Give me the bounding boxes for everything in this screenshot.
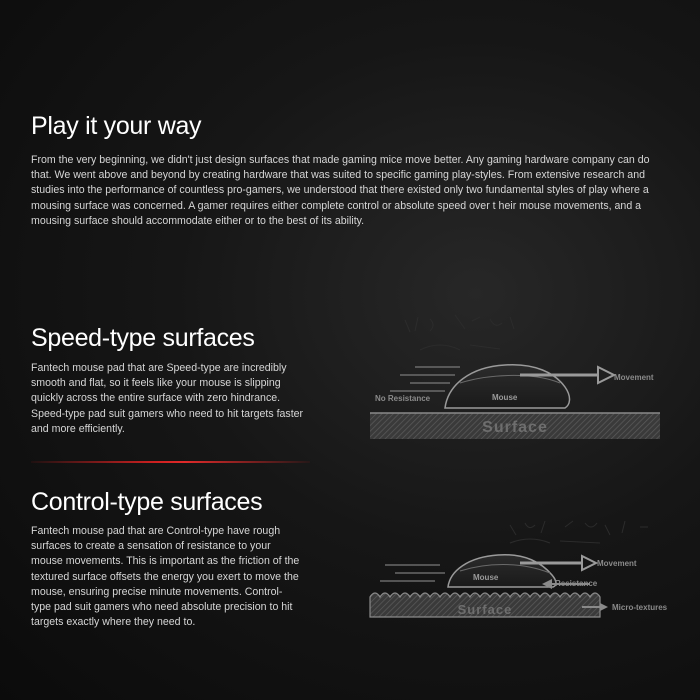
section-divider <box>31 461 310 463</box>
movement-label: Movement <box>597 559 637 568</box>
speed-section-title: Speed-type surfaces <box>31 324 255 352</box>
surface-label: Surface <box>482 419 548 436</box>
speed-surface-diagram <box>360 305 670 445</box>
mouse-label: Mouse <box>473 573 499 582</box>
control-section-body: Fantech mouse pad that are Control-type have rough surfaces to create a sensation of resistance to your mouse movements. This is important as the friction of the textured surface offsets the energy you exert to move the mouse, ensuring precise minute movements. Control-type pad suit gamers who need absolute precision to hit targets exactly where they need to. <box>31 525 300 629</box>
micro-textures-label: Micro-textures <box>612 603 668 612</box>
background-scribbles <box>405 315 514 350</box>
play-section-body: From the very beginning, we didn't just design surfaces that made gaming mice move better. Any gaming hardware company can do that. We went above and beyond by creating hardware that was suited to specific gaming play-styles. From extensive research and studies into the performance of countless pro-gamers, we understood that there existed only two fundamental styles of play where a mousing surface was concerned. A gamer requires either complete control or absolute speed over t heir mouse movements, and a mousing surface should accommodate either or to the best of its ability. <box>31 154 650 227</box>
control-section-title: Control-type surfaces <box>31 488 263 516</box>
speed-lines <box>390 367 460 391</box>
play-section-title: Play it your way <box>31 112 202 140</box>
no-resistance-label: No Resistance <box>375 394 431 403</box>
control-surface-diagram <box>360 505 670 620</box>
resistance-label: Resistance <box>555 579 598 588</box>
mouse-label: Mouse <box>492 393 518 402</box>
speed-section-body: Fantech mouse pad that are Speed-type are incredibly smooth and flat, so it feels like your mouse is slipping quickly across the entire surface with zero hindrance. Speed-type pad suit gamers who need to hit targets faster and more efficiently. <box>31 362 304 435</box>
background-scribbles <box>510 521 648 543</box>
mouse-shape <box>448 555 556 587</box>
speed-lines <box>380 565 445 581</box>
movement-label: Movement <box>614 373 654 382</box>
surface-label: Surface <box>457 602 513 617</box>
